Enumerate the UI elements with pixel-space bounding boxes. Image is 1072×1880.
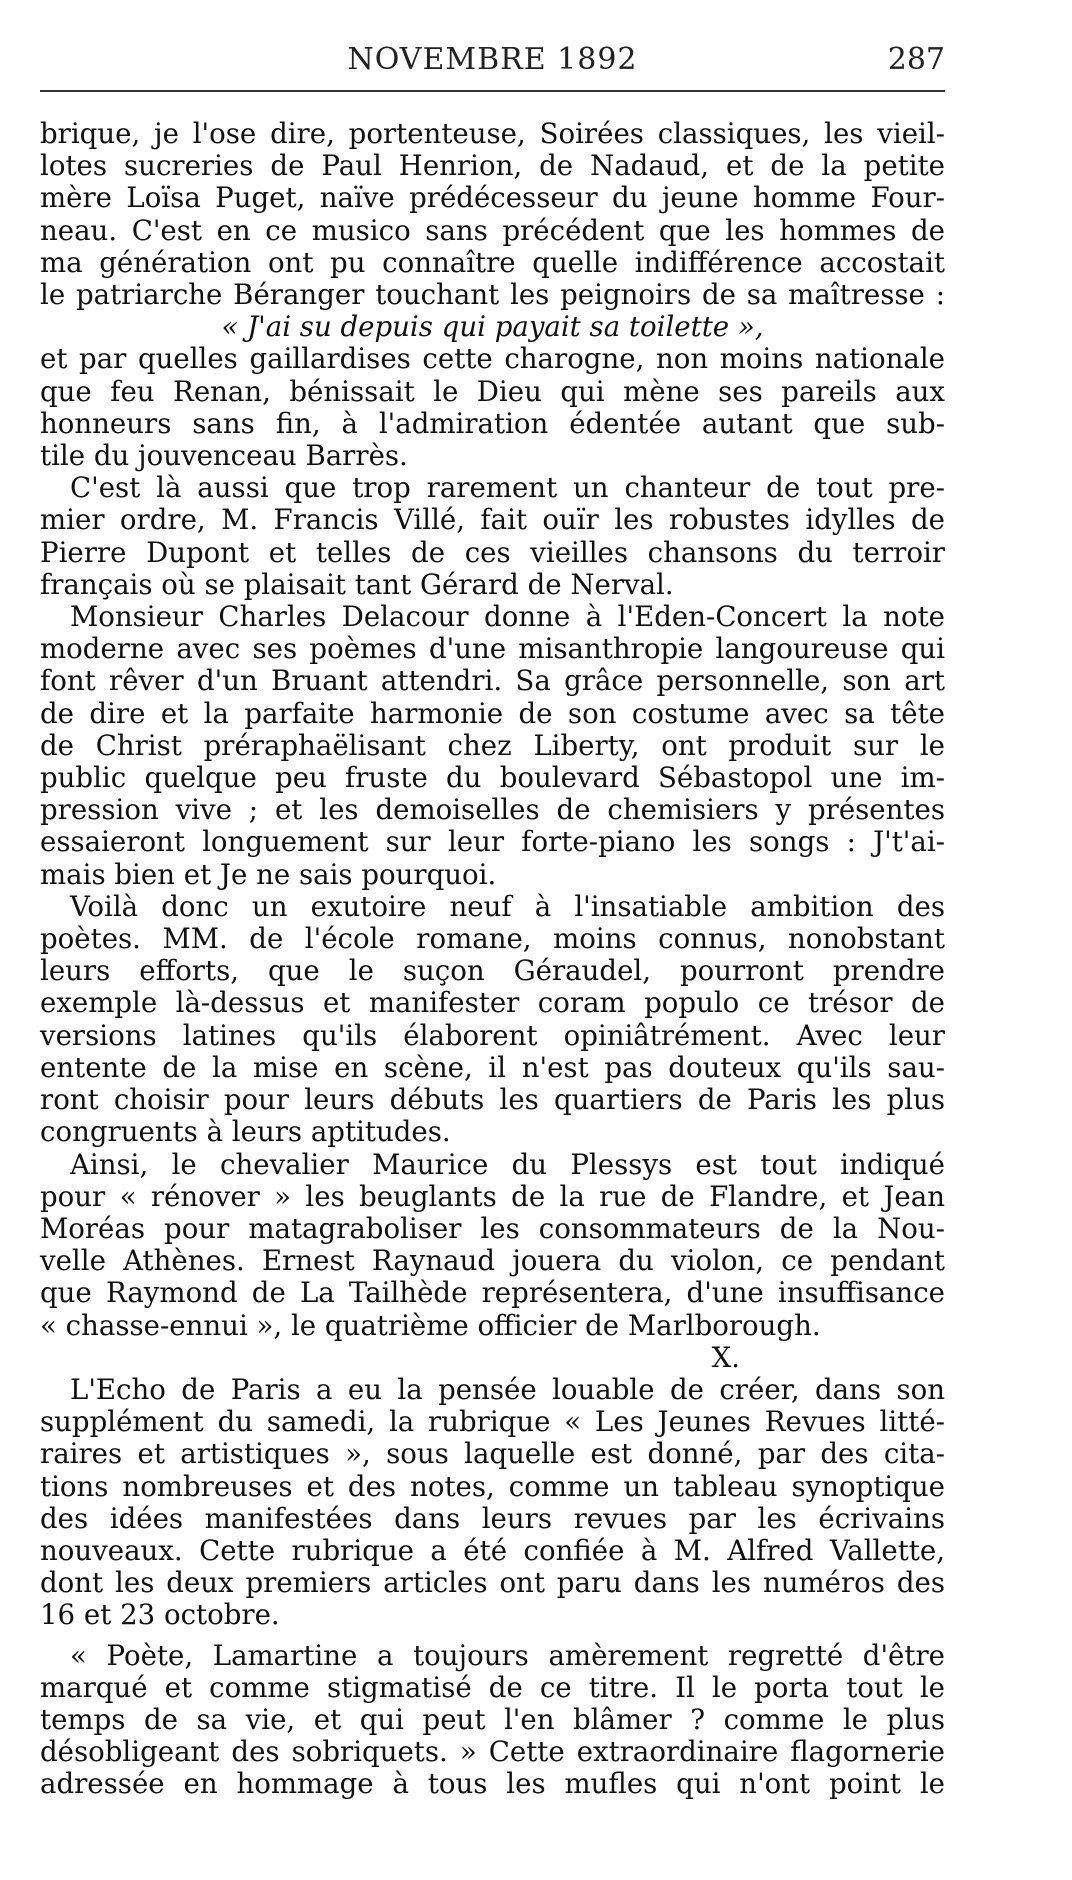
text-line: supplément du samedi, la rubrique « Les Jeunes Revues litté- [40,1405,945,1439]
header-rule [40,90,945,92]
article-body [40,118,945,1801]
text-line: ront choisir pour leurs débuts les quartiers de Paris les plus [40,1083,945,1117]
text-line: Ainsi, le chevalier Maurice du Plessys est tout indiqué [70,1147,945,1181]
quote-line: « J'ai su depuis qui payait sa toilette », [221,310,764,344]
text-line: le patriarche Béranger touchant les peignoirs de sa maîtresse : [40,278,945,312]
text-line: marqué et comme stigmatisé de ce titre. Il le porta tout le [40,1670,945,1704]
text-line: moderne avec ses poèmes d'une misanthropie langoureuse qui [40,632,945,666]
paragraph-lamartine [40,1640,945,1801]
text-line: brique, je l'ose dire, portenteuse, Soirées classiques, les vieil- [40,117,945,150]
text-line: public quelque peu fruste du boulevard Sébastopol une im- [40,761,945,795]
text-line: honneurs sans fin, à l'admiration édentée autant que sub- [40,406,945,440]
text-line: désobligeant des sobriquets. » Cette extraordinaire flagornerie [40,1735,945,1769]
text-line: mais bien et Je ne sais pourquoi. [40,857,497,891]
text-line: et par quelles gaillardises cette charogne, non moins nationale [40,342,945,376]
paragraph-plessys [40,1149,945,1342]
paragraph-exutoire [40,891,945,1149]
section-numeral: X. [711,1340,740,1374]
text-line: poètes. MM. de l'école romane, moins connus, nonobstant [40,922,945,956]
text-line: Pierre Dupont et telles de ces vieilles chansons du terroir [40,535,945,569]
text-line: temps de sa vie, et qui peut l'en blâmer ? comme le plus [40,1702,945,1736]
text-line: entente de la mise en scène, il n'est pas douteux qu'ils sau- [40,1050,945,1084]
text-line: ma génération ont pu connaître quelle indifférence accostait [40,245,945,279]
text-line: Monsieur Charles Delacour donne à l'Eden-Concert la note [70,600,945,634]
text-line: pour « rénover » les beuglants de la rue de Flandre, et Jean [40,1179,945,1213]
text-line: tions nombreuses et des notes, comme un tableau synoptique [40,1469,945,1503]
text-line: dont les deux premiers articles ont paru dans les numéros des [40,1566,945,1600]
text-line: lotes sucreries de Paul Henrion, de Nadaud, et de la petite [40,149,945,183]
text-line: leurs efforts, que le suçon Géraudel, pourront prendre [40,954,945,988]
text-line: mère Loïsa Puget, naïve prédécesseur du jeune homme Four- [40,181,945,215]
text-line: de dire et la parfaite harmonie de son costume avec sa tête [40,696,945,730]
text-line: 16 et 23 octobre. [40,1598,280,1632]
text-line: exemple là-dessus et manifester coram populo ce trésor de [40,986,945,1020]
paragraph-ville [40,472,945,601]
text-line: raires et artistiques », sous laquelle est donné, par des cita- [40,1437,945,1471]
text-line: velle Athènes. Ernest Raynaud jouera du violon, ce pendant [40,1244,945,1278]
text-line: français où se plaisait tant Gérard de Nerval. [40,567,674,601]
text-line: L'Echo de Paris a eu la pensée louable de créer, dans son [70,1372,945,1406]
paragraph-echo-de-paris [40,1374,945,1632]
text-line: nouveaux. Cette rubrique a été confiée à M. Alfred Vallette, [40,1533,945,1567]
text-line: des idées manifestées dans leurs revues par les écrivains [40,1501,945,1535]
text-line: essaieront longuement sur leur forte-piano les songs : J't'ai- [40,825,945,859]
text-line: tile du jouvenceau Barrès. [40,439,408,473]
paragraph-delacour [40,601,945,891]
text-line: de Christ préraphaëlisant chez Liberty, ont produit sur le [40,728,945,762]
text-line: congruents à leurs aptitudes. [40,1115,451,1149]
text-line: Moréas pour matagraboliser les consommateurs de la Nou- [40,1211,945,1245]
text-line: « chasse-ennui », le quatrième officier de Marlborough. [40,1308,821,1342]
text-line: font rêver d'un Bruant attendri. Sa grâce personnelle, son art [40,664,945,698]
text-line: « Poète, Lamartine a toujours amèrement regretté d'être [70,1638,945,1672]
text-line: que Raymond de La Tailhède représentera, d'une insuffisance [40,1276,945,1310]
page-header [40,30,945,90]
text-line: que feu Renan, bénissait le Dieu qui mène ses pareils aux [40,374,945,408]
text-line: mier ordre, M. Francis Villé, fait ouïr les robustes idylles de [40,503,945,537]
text-line: Voilà donc un exutoire neuf à l'insatiable ambition des [70,889,945,923]
page-number: 287 [887,42,945,77]
text-line: neau. C'est en ce musico sans précédent que les hommes de [40,213,945,247]
text-line: versions latines qu'ils élaborent opiniâtrément. Avec leur [40,1018,945,1052]
text-line: adressée en hommage à tous les mufles qui n'ont point le [40,1767,945,1801]
running-title: NOVEMBRE 1892 [347,42,638,77]
text-line: pression vive ; et les demoiselles de chemisiers y présentes [40,793,945,827]
text-line: C'est là aussi que trop rarement un chanteur de tout pre- [70,471,945,505]
paragraph-patriarche [40,118,945,472]
